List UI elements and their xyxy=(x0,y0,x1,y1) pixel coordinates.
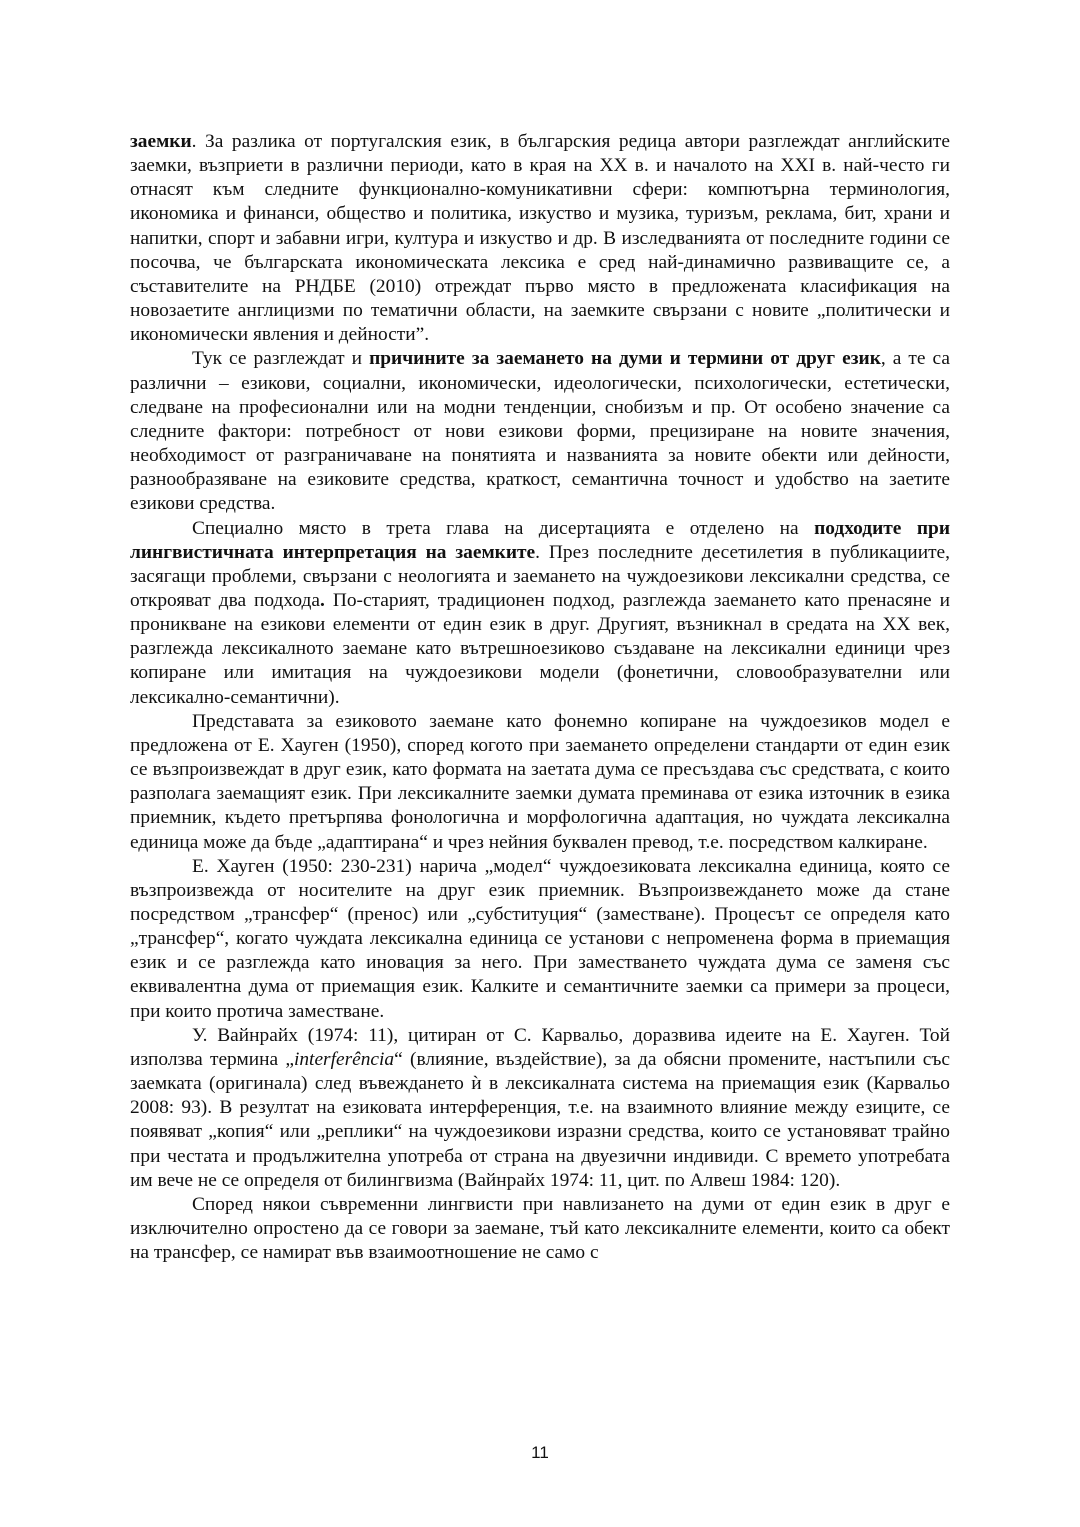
paragraph-2-run-1: Тук се разглеждат и xyxy=(192,348,370,370)
paragraph-2 xyxy=(130,347,950,516)
paragraph-3-run-4: . xyxy=(320,589,325,611)
paragraph-4-run-1: Представата за езиковото заемане като фонемно копиране на чуждоезиков модел е предложена от Е. Хауген (1950), според когото при заемането определени стандарти от един език се възпроизвеждат в друг език, като формата на заетата дума се пресъздава със средствата, с които разполага заемащият език. При лексикалните заемки думата преминава от езика източник в езика приемник, където претърпява фонологична и морфологична адаптация, но чуждата лексикална единица може да бъде „адаптирана“ и чрез нейния буквален превод, т.е. посредством калкиране. xyxy=(130,710,950,853)
paragraph-3 xyxy=(130,517,950,710)
paragraph-7 xyxy=(130,1193,950,1265)
paragraph-6-run-3: “ (влияние, въздействие), за да обясни промените, настъпили със заемката (оригинала) след въвеждането ѝ в лексикалната система на приемащия език (Карвальо 2008: 93). В резултат на езиковата интерференция, т.е. на взаимното влияние между езиците, се появяват „копия“ или „реплики“ на чуждоезикови изразни средства, които се установяват трайно при честата и продължителна употреба от страна на двуезични индивиди. С времето употребата им вече не се определя от билингвизма (Вайнрайх 1974: 11, цит. по Алвеш 1984: 120). xyxy=(130,1048,950,1191)
paragraph-5-run-1: Е. Хауген (1950: 230-231) нарича „модел“ чуждоезиковата лексикална единица, която се възпроизвежда от носителите на друг език приемник. Възпроизвеждането може да стане посредством „трансфер“ (пренос) или „субституция“ (заместване). Процесът се определя като „трансфер“, когато чуждата лексикална единица се установи с непроменена форма в приемащия език и се разглежда като иновация за него. При заместването чуждата дума се заменя със еквивалентна дума от приемащия език. Калките и семантичните заемки са примери за процеси, при които протича заместване. xyxy=(130,855,950,1022)
paragraph-6-run-1: У. Вайнрайх (1974: 11), цитиран от С. Карвальо, доразвива идеите на Е. Хауген. Той използва термина „ xyxy=(130,1024,950,1070)
paragraph-3-run-2: подходите при лингвистичната интерпретация на заемките xyxy=(130,517,950,563)
paragraph-2-run-2: причините за заемането на думи и термини от друг език xyxy=(369,348,881,370)
paragraph-5 xyxy=(130,855,950,1024)
paragraph-3-run-5: По-старият, традиционен подход, разглежда заемането като пренасяне и проникване на езикови елементи от един език в друг. Другият, възникнал в средата на XX век, разглежда лексикалното заемане като вътрешноезиково създаване на лексикални единици чрез копиране или имитация на чуждоезикови модели (фонетични, словообразувателни или лексикално-семантични). xyxy=(130,589,951,708)
page-number: 11 xyxy=(531,1443,549,1462)
document-page xyxy=(130,130,950,1265)
paragraph-2-run-3: , а те са различни – езикови, социални, икономически, идеологически, психологически, естетически, следване на професионални или на модни тенденции, снобизъм и пр. От особено значение са следните фактори: потребност от нови езикови форми, прецизиране на новите значения, необходимост от разграничаване на понятията и названията за новите обекти или дейности, разнообразяване на езиковите средства, краткост, семантична точност и удобство на заетите езикови средства. xyxy=(130,348,950,515)
paragraph-4 xyxy=(130,710,950,855)
paragraph-1 xyxy=(130,130,950,347)
paragraph-6-run-2: interferência xyxy=(293,1048,395,1070)
paragraph-1-run-1: заемки xyxy=(130,131,192,152)
paragraph-3-run-1: Специално място в трета глава на дисертацията е отделено на xyxy=(192,517,815,539)
paragraph-3-run-3: . През последните десетилетия в публикациите, засягащи проблеми, свързани с неологията и заемането на чуждоезикови лексикални средства, се открояват два подхода xyxy=(130,541,950,611)
paragraph-6 xyxy=(130,1024,950,1193)
paragraph-1-run-2: . За разлика от португалския език, в българския редица автори разглеждат английските заемки, възприети в различни периоди, като в края на XX в. и началото на XXI в. най-често ги отнасят към следните функционално-комуникативни сфери: компютърна терминология, икономика и финанси, общество и политика, изкуство и музика, туризъм, реклама, бит, храни и напитки, спорт и забавни игри, култура и изкуство и др. В изследванията от последните години се посочва, че българската икономическата лексика е сред най-динамично развиващите се, а съставителите на РНДБЕ (2010) отреждат първо място в предложената класификация на новозаетите англицизми по тематични области, на заемките свързани с новите „политически и икономически явления и дейности”. xyxy=(130,131,950,346)
paragraph-7-run-1: Според някои съвременни лингвисти при навлизането на думи от един език в друг е изключително опростено да се говори за заемане, тъй като лексикалните елементи, които са обект на трансфер, се намират във взаимоотношение не само с xyxy=(130,1193,950,1264)
